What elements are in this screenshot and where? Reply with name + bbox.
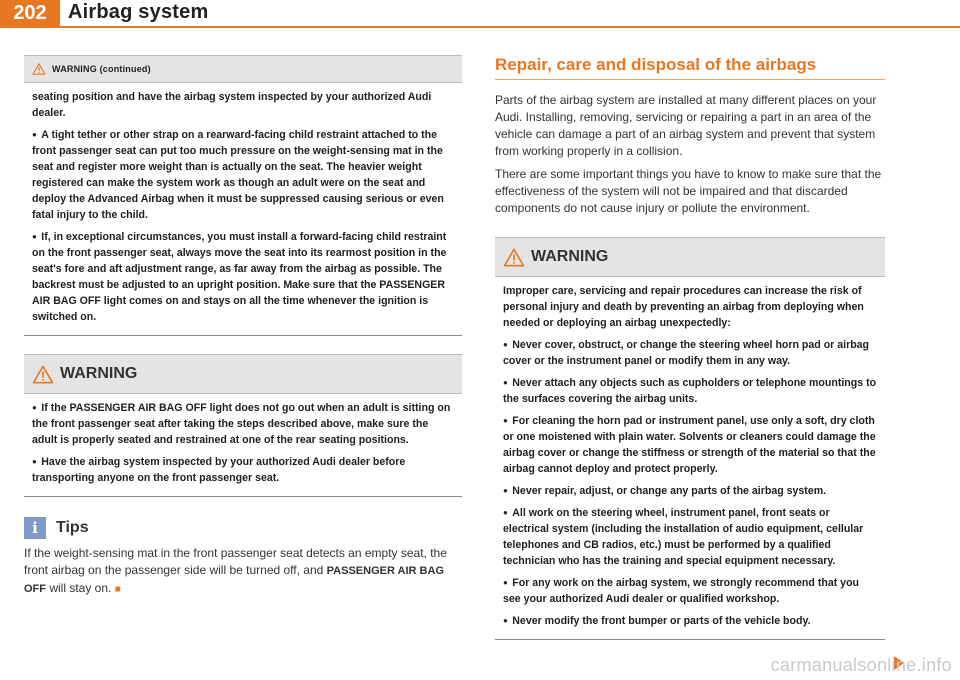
tips-text-start: If the weight-sensing mat in the front passenger seat detects an empty seat, the front airbag on the passenger side will be turned off, and — [24, 546, 447, 577]
warning-intro: Improper care, servicing and repair procedures can increase the risk of personal injury and death by preventing an airbag from deploying when needed or deploying an airbag unexpectedly: — [503, 285, 864, 329]
warning-box-body — [24, 394, 462, 496]
tips-text-bold: PASSENGER AIR BAG OFF — [24, 565, 445, 595]
warning-bullet: ● A tight tether or other strap on a rearward-facing child restraint attached to the front passenger seat can put too much pressure on the weight-sensing mat in the seat and register more weight than is actually on the seat. The heavier weight registered can make the system work as though an adult were on the seat and deploy the Advanced Airbag when it must be suppressed causing serious or even fatal injury to the child. — [32, 127, 454, 223]
warning-paragraph: seating position and have the airbag system inspected by your authorized Audi dealer. — [32, 91, 432, 119]
warning-bullet: ● Never attach any objects such as cupholders or telephone mountings to the surfaces covering the airbag units. — [503, 375, 877, 407]
warning-bullet: ● If the PASSENGER AIR BAG OFF light does not go out when an adult is sitting on the front passenger seat after taking the steps described above, make sure the adult is properly seated and restrained at one of the rear seating positions. — [32, 400, 454, 448]
warning-triangle-icon — [32, 365, 54, 384]
left-column — [24, 55, 462, 598]
warning-bullet: ● Have the airbag system inspected by your authorized Audi dealer before transporting anyone on the front passenger seat. — [32, 454, 454, 486]
body-paragraph: Parts of the airbag system are installed at many different places on your Audi. Installing, removing, servicing or repairing a part in an area of the vehicle can damage a part of an airbag system and prevent that system from working properly in a collision. — [495, 93, 877, 158]
warning-bullet: ● For any work on the airbag system, we strongly recommend that you see your authorized Audi dealer or qualified workshop. — [503, 575, 877, 607]
warning-box — [24, 354, 462, 497]
warning-box-header — [24, 355, 462, 394]
warning-bullet: ● Never modify the front bumper or parts of the vehicle body. — [503, 613, 877, 629]
right-column — [495, 55, 885, 640]
warning-box-title: WARNING — [60, 365, 138, 382]
section-title: Repair, care and disposal of the airbags — [495, 55, 885, 80]
warning-triangle-icon — [32, 63, 46, 75]
body-paragraph: There are some important things you have to know to make sure that the effectiveness of the system will not be impaired and that discarded components do not cause injury or pollute the environment. — [495, 167, 882, 215]
tips-text — [24, 545, 462, 598]
warning-bullet: ● If, in exceptional circumstances, you must install a forward-facing child restraint on the front passenger seat, always move the seat into its rearmost position in the seat's fore and aft adjustment range, as far away from the airbag as possible. The backrest must be adjusted to an upright position. Make sure that the PASSENGER AIR BAG OFF light comes on and stays on all the time whenever the ignition is switched on. — [32, 229, 454, 325]
watermark: carmanualsonline.info — [770, 655, 952, 675]
warning-bullet: ● Never repair, adjust, or change any parts of the airbag system. — [503, 483, 877, 499]
warning-bullet: ● Never cover, obstruct, or change the steering wheel horn pad or airbag cover or the instrument panel or modify them in any way. — [503, 337, 877, 369]
warning-box-title: WARNING — [531, 248, 609, 265]
header-rule — [0, 26, 960, 28]
chapter-title: Airbag system — [68, 1, 209, 23]
info-icon: i — [24, 517, 46, 539]
warning-box — [495, 237, 885, 640]
warning-box-continued — [24, 55, 462, 336]
warning-bullet: ● All work on the steering wheel, instrument panel, front seats or electrical system (including the installation of audio equipment, cellular telephones and CB radios, etc.) must be performed by a qualified technician who has the training and special equipment necessary. — [503, 505, 877, 569]
warning-bullet: ● For cleaning the horn pad or instrument panel, use only a soft, dry cloth or one moistened with plain water. Solvents or cleaners could damage the airbag cover or change the stiffness or strength of the material so that the airbag cannot deploy and protect properly. — [503, 413, 877, 477]
warning-box-body — [495, 277, 885, 639]
warning-box-header — [24, 56, 462, 83]
warning-box-header — [495, 238, 885, 277]
warning-box-body — [24, 83, 462, 335]
warning-triangle-icon — [503, 248, 525, 267]
tips-title: Tips — [56, 519, 89, 536]
tips-text-end: will stay on. — [46, 581, 112, 595]
warning-box-title: WARNING (continued) — [52, 64, 151, 74]
tips-header — [24, 517, 462, 539]
page-number: 202 — [0, 0, 60, 26]
end-square-icon: ■ — [114, 584, 121, 595]
